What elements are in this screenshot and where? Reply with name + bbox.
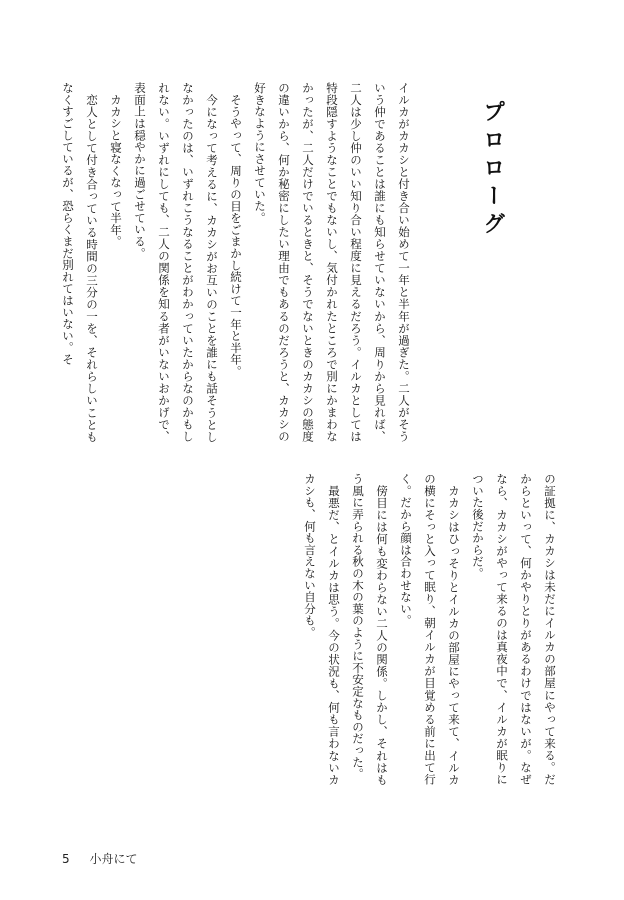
paragraph-5: 恋人として付き合っている時間の三分の一を、それらしいこともなくすごしているが、恐らくまだ別れてはいない。そ <box>61 82 99 442</box>
paragraph-4: カカシと寝なくなって半年。 <box>109 93 123 247</box>
page-number: 5 <box>62 852 70 866</box>
paragraph-8: 傍目には何も変わらない二人の関係。しかし、それはもう風に弄られる秋の木の葉のように不安定なものだった。 <box>351 473 389 785</box>
running-title: 小舟にて <box>89 852 138 866</box>
chapter-title: プロローグ <box>479 100 506 240</box>
body-text-lower <box>298 473 562 785</box>
paragraph-1: イルカがカカシと付き合い始めて一年と半年が過ぎた。二人がそういう仲であることは誰にも知らせていないから、周りから見れば、二人は少し仲のいい知り合い程度に見えるだろう。イルカとしては特段隠すようなことでもないし、気付かれたところで別にかまわなかったが、二人だけでいるときと、そうでないときのカカシの態度の違いから、何か秘密にしたい理由でもあるのだろうと、カカシの好きなようにさせていた。 <box>253 82 411 442</box>
paragraph-6: の証拠に、カカシは未だにイルカの部屋にやって来る。だからといって、何かやりとりがあるわけではないが。なぜなら、カカシがやって来るのは真夜中で、イルカが眠りについた後だからだ。 <box>471 473 557 785</box>
paragraph-3: 今になって考えるに、カカシがお互いのことを誰にも話そうとしなかったのは、いずれこうなることがわかっていたからなのかもしれない。いずれにしても、二人の関係を知る者がいないおかげで、表面上は穏やかに過ごせている。 <box>133 82 219 442</box>
paragraph-2: そうやって、周りの目をごまかし続けて一年と半年。 <box>229 93 243 377</box>
body-text-upper <box>56 82 416 442</box>
page-footer <box>62 850 137 867</box>
paragraph-7: カカシはひっそりとイルカの部屋にやって来て、イルカの横にそっと入って眠り、朝イルカが目覚める前に出て行く。だから顔は合わせない。 <box>399 473 461 785</box>
paragraph-9: 最悪だ、とイルカは思う。今の状況も、何も言わないカカシも、何も言えない自分も。 <box>303 473 341 785</box>
